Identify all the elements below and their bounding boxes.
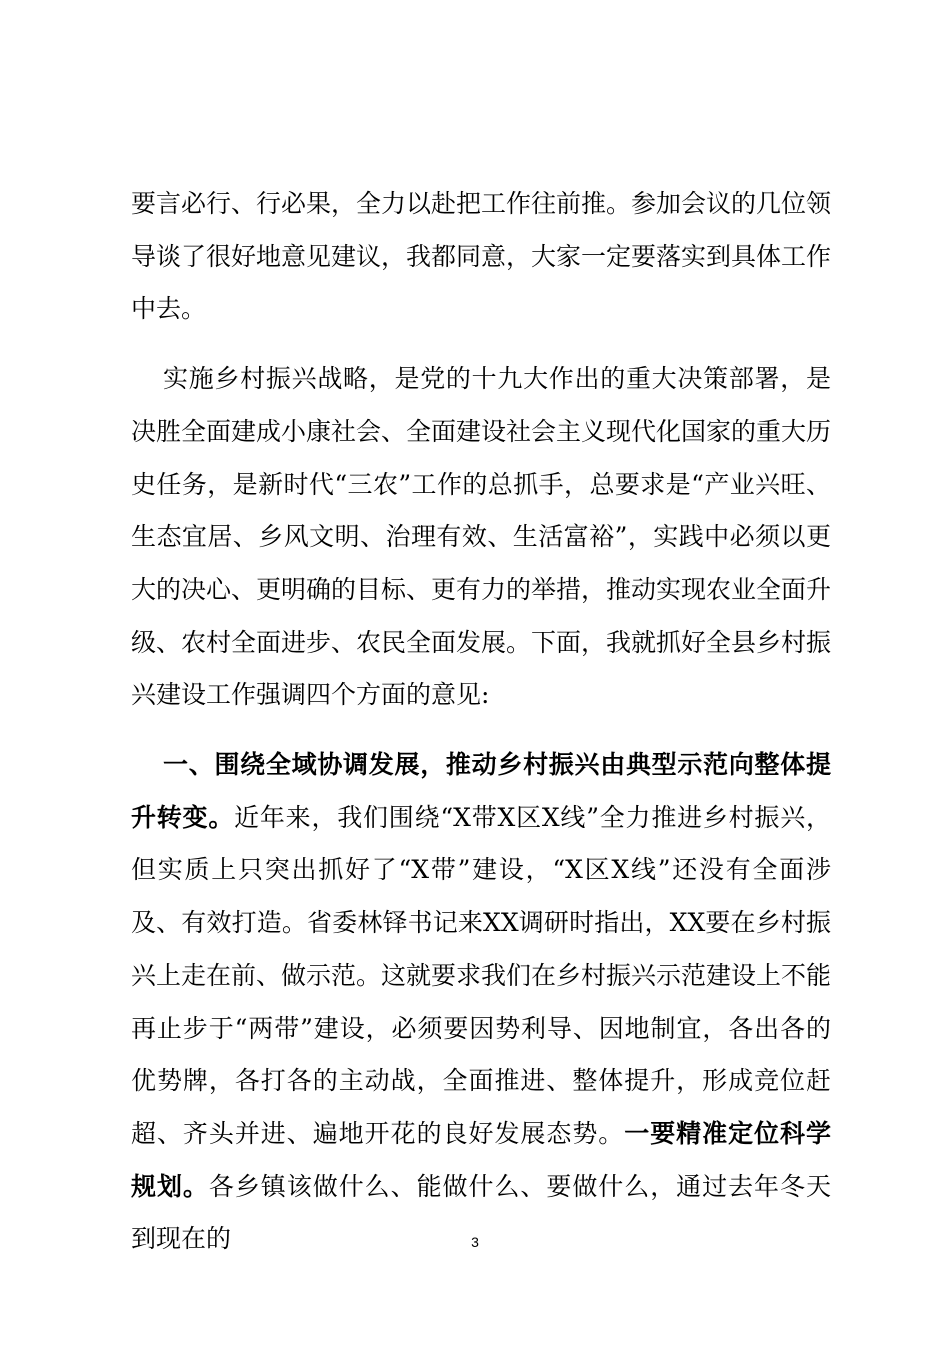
paragraph-section-one [131,739,831,1266]
body-text [131,178,831,1266]
paragraph-intro: 实施乡村振兴战略，是党的十九大作出的重大决策部署，是决胜全面建成小康社会、全面建设社会主义现代化国家的重大历史任务，是新时代“三农”工作的总抓手，总要求是“产业兴旺、生态宜居、乡风文明、治理有效、生活富裕”，实践中必须以更大的决心、更明确的目标、更有力的举措，推动实现农业全面升级、农村全面进步、农民全面发展。下面，我就抓好全县乡村振兴建设工作强调四个方面的意见: [131,364,832,710]
section-body: 近年来，我们围绕“X带X区X线”全力推进乡村振兴，但实质上只突出抓好了“X带”建设，“X区X线”还没有全面涉及、有效打造。省委林铎书记来XX调研时指出，XX要在乡村振兴上走在前、做示范。这就要求我们在乡村振兴示范建设上不能再止步于“两带”建设，必须要因势利导、因地制宜，各出各的优势牌，各打各的主动战，全面推进、整体提升，形成竞位赶超、齐头并进、遍地开花的良好发展态势。 [131,802,832,1148]
paragraph-continuation: 要言必行、行必果，全力以赴把工作往前推。参加会议的几位领导谈了很好地意见建议，我都同意，大家一定要落实到具体工作中去。 [131,189,832,324]
sub-heading: 一要精准定位科学规划。 [131,1118,831,1201]
section-tail: 各乡镇该做什么、能做什么、要做什么，通过去年冬天到现在的 [131,1171,831,1254]
page-number: 3 [471,1234,479,1250]
section-heading: 一、围绕全域协调发展，推动乡村振兴由典型示范向整体提升转变。 [131,750,831,832]
